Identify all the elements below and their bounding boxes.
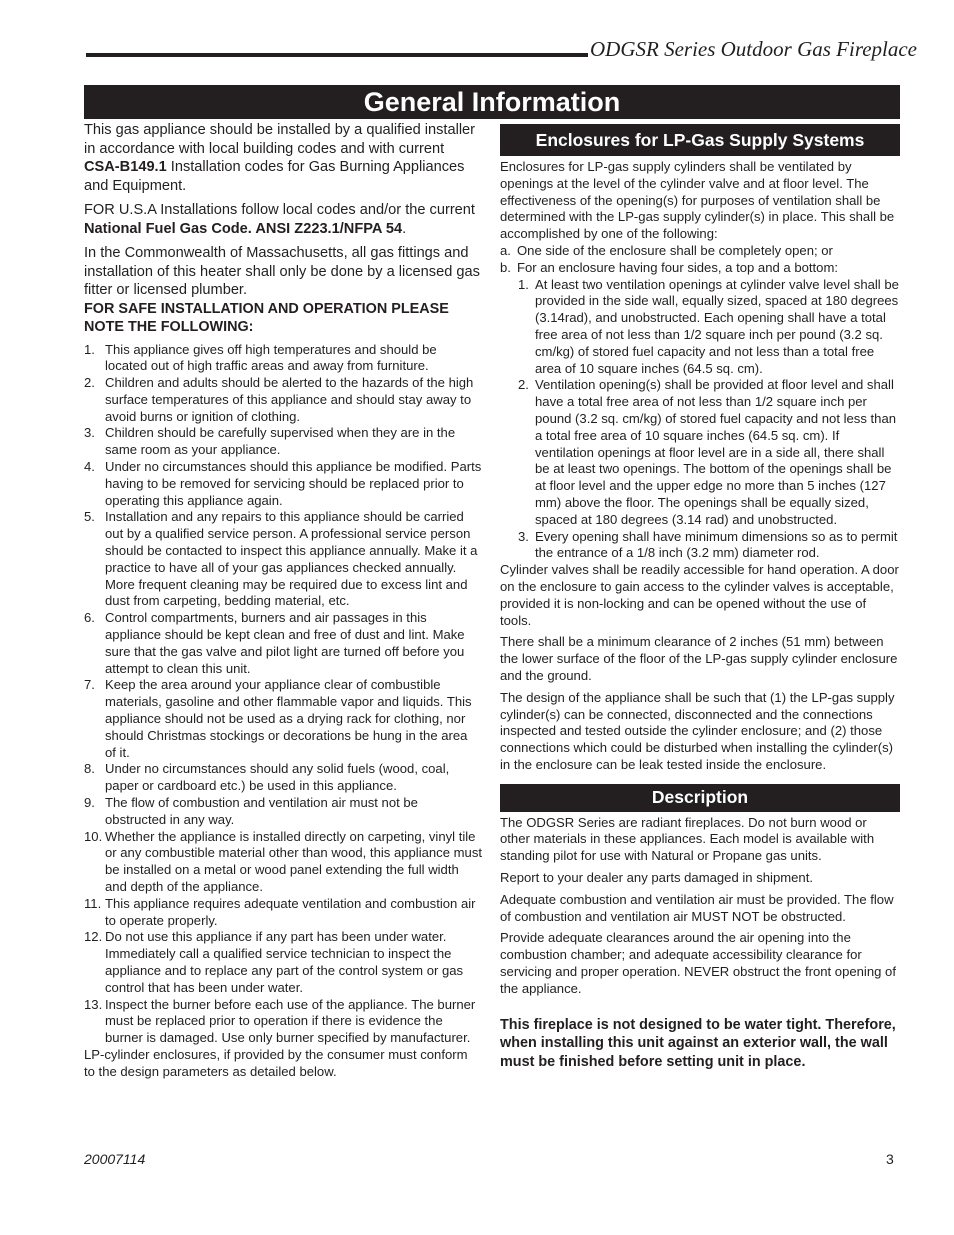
safety-list [84,342,482,1047]
safety-list-item-number: 12. [84,929,103,945]
enclosure-requirement-item-text: Ventilation opening(s) shall be provided at floor level and shall have a total free area of not less than 1/2 square inch per pound (3.2 sq. cm/kg) of stored fuel capacity and not less than a total free area of 10 square inches (64.5 sq. cm). If ventilation openings at floor level are in a side all, there shall be at least two openings. The bottom of the openings shall be at floor level and the upper edge no more than 5 inches (127 mm) above the floor. The openings shall be equally sized, spaced at 180 degrees (3.14 rad) and unobstructed. [535,377,897,527]
left-column [84,121,482,1081]
safety-list-item-text: Under no circumstances should this appliance be modified. Parts having to be removed for servicing should be replaced prior to operating this appliance again. [105,459,482,508]
safety-list-item-number: 3. [84,425,95,441]
safety-list-item-number: 5. [84,509,95,525]
enclosure-requirement-item-number: 3. [518,528,529,544]
safety-list-item-number: 2. [84,375,95,391]
safety-list-item-text: Keep the area around your appliance clear of combustible materials, gasoline and other flammable vapor and liquids. This appliance should not be used as a drying rack for clothing, nor should Christmas stockings or decorations be hung in the area of it. [105,677,472,760]
safety-list-item-number: 9. [84,795,95,811]
description-heading: Description [500,784,900,812]
safety-list-item-number: 8. [84,761,95,777]
safety-list-item [84,795,482,829]
massachusetts-paragraph: In the Commonwealth of Massachusetts, all gas fittings and installation of this heater shall only be done by a licensed gas fitter or licensed plumber. [84,245,480,298]
description-paragraph-1: The ODGSR Series are radiant fireplaces. Do not burn wood or other materials in these appliances. Each model is available with standing pilot for use with Natural or Propane gas units. [500,814,875,864]
clearance-paragraph: There shall be a minimum clearance of 2 inches (51 mm) between the lower surface of the floor of the LP-gas supply cylinder enclosure and the ground. [500,634,898,683]
cylinder-valves-paragraph: Cylinder valves shall be readily accessible for hand operation. A door on the enclosure to gain access to the cylinder valves is acceptable, provided it is non-locking and can be opened without the use of tools. [500,562,899,628]
safety-list-item-text: Under no circumstances should any solid fuels (wood, coal, paper or cardboard etc.) be used in this appliance. [105,761,450,794]
safety-list-item [84,342,482,376]
safety-list-item [84,610,482,677]
enclosure-requirement-item-number: 1. [518,276,529,292]
description-paragraph-4: Provide adequate clearances around the air opening into the combustion chamber; and adequate accessibility clearance for servicing and proper operation. NEVER obstruct the front opening of the appliance. [500,930,896,996]
safety-list-item [84,459,482,509]
safety-list-item-text: Do not use this appliance if any part has been under water. Immediately call a qualified service technician to inspect the appliance and to replace any part of the control system or gas control that has been under water. [105,929,464,995]
description-paragraph-2: Report to your dealer any parts damaged in shipment. [500,870,813,886]
safety-list-item [84,997,482,1047]
safety-list-item-text: Inspect the burner before each use of the appliance. The burner must be replaced prior to operation if there is evidence the burner is damaged. Use only burner specified by manufacturer. [105,996,476,1046]
safety-list-item [84,677,482,761]
safety-list-item-number: 6. [84,610,95,626]
enclosures-heading: Enclosures for LP-Gas Supply Systems [500,124,900,156]
safety-list-item-number: 13. [84,996,103,1012]
safety-list-item-number: 1. [84,341,95,357]
description-paragraph-3: Adequate combustion and ventilation air must be provided. The flow of combustion and ventilation air MUST NOT be obstructed. [500,891,894,924]
safety-list-item-text: This appliance gives off high temperatures and should be located out of high traffic areas and away from furniture. [105,341,437,374]
intro-paragraph: This gas appliance should be installed by a qualified installer in accordance with local building codes and with current CSA-B149.1 Installation codes for Gas Burning Appliances and Equipment. [84,122,476,194]
enclosure-requirements-list [500,277,900,563]
enclosure-requirement-item-number: 2. [518,377,529,393]
safety-list-item [84,829,482,896]
safety-list-item-text: Whether the appliance is installed directly on carpeting, vinyl tile or any combustible material other than wood, this appliance must be installed on a metal or wood panel extending the full width and depth of the appliance. [105,828,483,894]
enclosure-requirement-item-text: Every opening shall have minimum dimensions so as to permit the entrance of a 1/8 inch (3.2 mm) diameter rod. [535,528,898,561]
enclosures-intro: Enclosures for LP-gas supply cylinders shall be ventilated by openings at the level of the cylinder valve and at floor level. The effectiveness of the opening(s) for purposes of ventilation shall be determined with the LP-gas supply cylinder(s) in place. This shall be accomplished by one of the following: [500,159,895,242]
safety-list-item [84,896,482,930]
safety-list-item [84,761,482,795]
safety-list-item [84,425,482,459]
enclosure-requirement-item [518,377,900,528]
safety-list-item-text: Control compartments, burners and air passages in this appliance should be kept clean and free of dust and lint. Make sure that the gas valve and pilot light are turned off before you attempt to clean this unit. [105,610,465,676]
safety-list-item-number: 11. [84,895,102,911]
enclosure-option-a: a. One side of the enclosure shall be completely open; or [500,242,833,258]
right-column [500,124,900,1072]
header-rule [86,53,588,57]
enclosure-requirement-item [518,277,900,378]
header-title: ODGSR Series Outdoor Gas Fireplace [590,37,918,61]
enclosure-requirement-item-text: At least two ventilation openings at cylinder valve level shall be provided in the side wall, equally sized, spaced at 180 degrees (3.14rad), and unobstructed. Each opening shall have a total free area of not less than 1/2 square inch per pound (3.2 sq. cm/kg) of stored fuel capacity and not less than a total free area of 10 square inches (64.5 sq. cm). [535,276,899,376]
safety-list-item [84,509,482,610]
usa-paragraph: FOR U.S.A Installations follow local codes and/or the current National Fuel Gas Code. ANSI Z223.1/NFPA 54. [84,202,475,237]
safety-list-item-number: 7. [84,677,95,693]
document-number: 20007114 [84,1151,146,1167]
safety-list-item-text: Installation and any repairs to this appliance should be carried out by a qualified service person. A professional service person should be contacted to inspect this appliance annually. Make it a practice to have all of your gas appliances checked annually. More frequent cleaning may be required due to excess lint and dust from carpeting, bedding material, etc. [105,509,478,609]
safety-list-item-text: The flow of combustion and ventilation air must not be obstructed in any way. [105,795,418,827]
page-title: General Information [84,85,900,119]
design-paragraph: The design of the appliance shall be such that (1) the LP-gas supply cylinder(s) can be connected, disconnected and the connections inspected and tested outside the cylinder enclosure; and (2) those connections which could be disturbed when installing the cylinder(s) in the enclosure can be leak tested inside the enclosure. [500,689,895,772]
safety-list-item [84,375,482,425]
safety-list-item [84,929,482,996]
safety-list-item-number: 10. [84,828,103,844]
safety-list-item-number: 4. [84,459,95,475]
page-number: 3 [886,1151,894,1167]
enclosure-requirement-item [518,529,900,563]
safety-list-item-text: This appliance requires adequate ventilation and combustion air to operate properly. [105,895,476,928]
water-tight-warning: This fireplace is not designed to be water tight. Therefore, when installing this unit against an exterior wall, the wall must be finished before setting unit in place. [500,1016,896,1071]
safety-heading: FOR SAFE INSTALLATION AND OPERATION PLEASE NOTE THE FOLLOWING: [84,300,449,335]
safety-list-item-text: Children and adults should be alerted to the hazards of the high surface temperatures of this appliance and should stay away to avoid burns or ignition of clothing. [105,375,474,424]
enclosure-option-b: b. For an enclosure having four sides, a top and a bottom: [500,259,838,275]
closing-paragraph: LP-cylinder enclosures, if provided by the consumer must conform to the design parameters as detailed below. [84,1046,468,1079]
safety-list-item-text: Children should be carefully supervised when they are in the same room as your appliance. [105,425,456,458]
